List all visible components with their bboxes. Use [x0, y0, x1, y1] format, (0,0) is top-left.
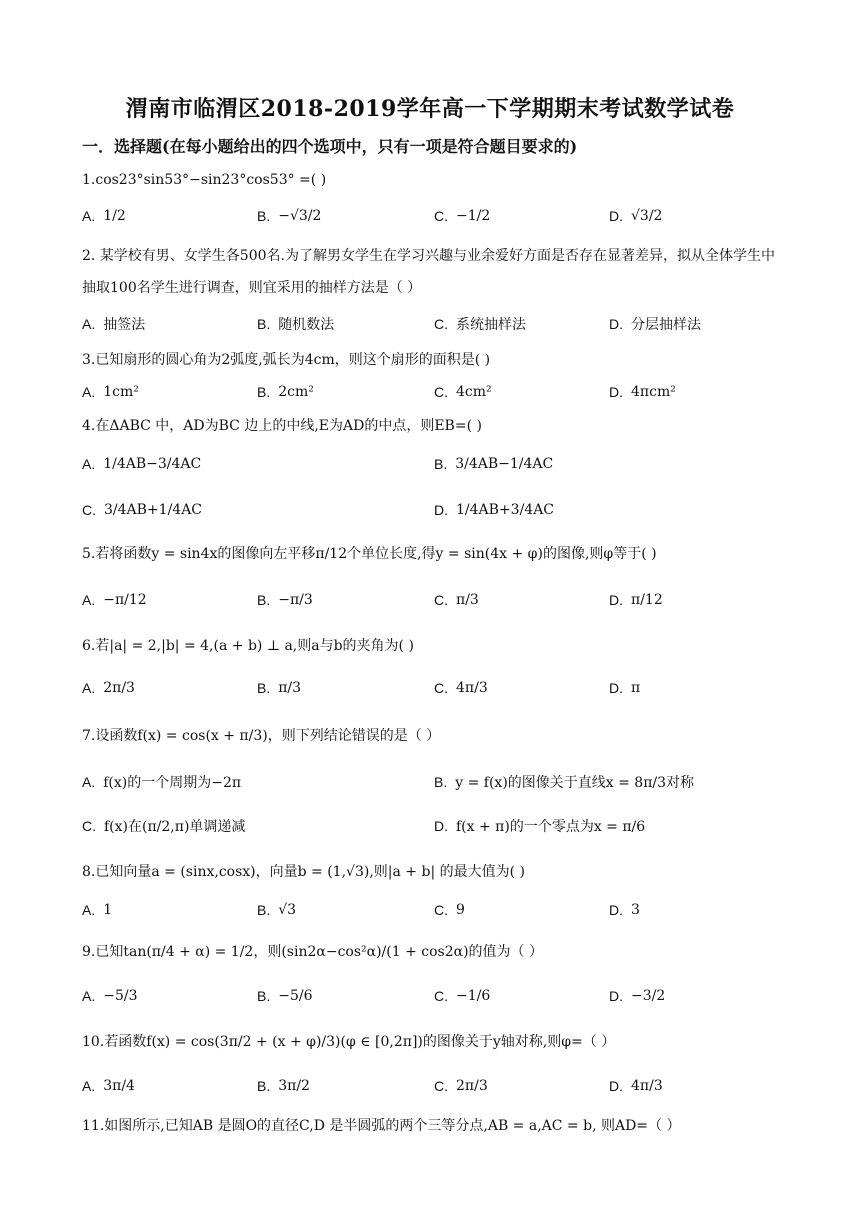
- option-b[interactable]: B. 3/4AB−1/4AC: [434, 456, 554, 472]
- option-a[interactable]: A. 1/4AB−3/4AC: [82, 456, 202, 472]
- option-c[interactable]: C. 2π/3: [434, 1078, 488, 1094]
- option-d-value: −3/2: [631, 988, 666, 1004]
- question-7-stem: 7.设函数f(x) = cos(x + π/3)，则下列结论错误的是（ ）: [82, 728, 441, 744]
- option-b[interactable]: B. 3π/2: [257, 1078, 310, 1094]
- option-c-value: 4π/3: [456, 680, 488, 696]
- option-d-value: 4πcm²: [631, 384, 676, 400]
- option-b[interactable]: B. −5/6: [257, 988, 313, 1004]
- option-c[interactable]: C. 4cm²: [434, 384, 492, 400]
- option-a-value: 1cm²: [103, 384, 139, 400]
- option-b[interactable]: B. π/3: [257, 680, 302, 696]
- option-a[interactable]: A. f(x)的一个周期为−2π: [82, 774, 242, 791]
- question-5-stem: 5.若将函数y = sin4x的图像向左平移π/12个单位长度,得y = sin(4x + φ)的图像,则φ等于( ): [82, 546, 657, 562]
- option-c[interactable]: C. 9: [434, 902, 465, 918]
- question-11-stem: 11.如图所示,已知AB 是圆O的直径C,D 是半圆弧的两个三等分点,AB = a,AC = b, 则AD=（ ）: [82, 1118, 681, 1134]
- option-c[interactable]: C. 系统抽样法: [434, 316, 526, 333]
- question-4-stem: 4.在ΔABC 中，AD为BC 边上的中线,E为AD的中点，则EB=( ): [82, 418, 482, 434]
- option-d[interactable]: D. −3/2: [609, 988, 666, 1004]
- option-c[interactable]: C. f(x)在(π/2,π)单调递减: [82, 818, 246, 835]
- option-a-value: 3π/4: [103, 1078, 135, 1094]
- option-b[interactable]: B. 2cm²: [257, 384, 314, 400]
- option-d-value: π/12: [631, 592, 663, 608]
- option-c-value: f(x)在(π/2,π)单调递减: [104, 819, 246, 835]
- option-a-value: f(x)的一个周期为−2π: [103, 775, 242, 791]
- option-d-value: 1/4AB+3/4AC: [456, 502, 555, 518]
- option-d[interactable]: D. 1/4AB+3/4AC: [434, 502, 555, 518]
- question-10-stem: 10.若函数f(x) = cos(3π/2 + (x + φ)/3)(φ ∈ [0,2π])的图像关于y轴对称,则φ=（ ）: [82, 1034, 616, 1050]
- question-7-options-row1: [82, 762, 782, 802]
- question-3-options: [82, 372, 782, 412]
- option-a[interactable]: A. −π/12: [82, 592, 147, 608]
- option-b-value: 3π/2: [278, 1078, 310, 1094]
- question-4-options-row2: [82, 490, 782, 530]
- option-a-value: 1/2: [103, 208, 126, 224]
- option-c-value: 4cm²: [456, 384, 492, 400]
- question-1-options: [82, 196, 782, 236]
- question-7-options-row2: [82, 806, 782, 846]
- option-d-value: 4π/3: [631, 1078, 663, 1094]
- option-a-value: 1: [103, 902, 113, 918]
- option-d[interactable]: D. 4π/3: [609, 1078, 663, 1094]
- option-a-value: −π/12: [103, 592, 147, 608]
- option-b[interactable]: B. −√3/2: [257, 208, 322, 224]
- option-a-value: 2π/3: [103, 680, 135, 696]
- question-9-options: [82, 976, 782, 1016]
- option-a-value: −5/3: [103, 988, 138, 1004]
- option-d-value: √3/2: [631, 208, 663, 224]
- question-10-options: [82, 1066, 782, 1106]
- option-b[interactable]: B. √3: [257, 902, 297, 918]
- option-b-value: 随机数法: [278, 317, 335, 333]
- option-c-value: 系统抽样法: [456, 317, 526, 333]
- option-c[interactable]: C. 3/4AB+1/4AC: [82, 502, 203, 518]
- question-8-stem: 8.已知向量a = (sinx,cosx)，向量b = (1,√3),则|a + b| 的最大值为( ): [82, 864, 525, 880]
- option-d[interactable]: D. π/12: [609, 592, 663, 608]
- question-6-stem: 6.若|a| = 2,|b| = 4,(a + b) ⊥ a,则a与b的夹角为( ): [82, 638, 414, 654]
- option-c-value: π/3: [456, 592, 479, 608]
- option-a[interactable]: A. 3π/4: [82, 1078, 135, 1094]
- option-d[interactable]: D. 4πcm²: [609, 384, 676, 400]
- option-c-value: −1/2: [456, 208, 491, 224]
- option-a[interactable]: A. −5/3: [82, 988, 138, 1004]
- option-d[interactable]: D. 3: [609, 902, 640, 918]
- option-a[interactable]: A. 1cm²: [82, 384, 139, 400]
- option-c-value: −1/6: [456, 988, 491, 1004]
- option-b[interactable]: B. y = f(x)的图像关于直线x = 8π/3对称: [434, 774, 695, 791]
- option-c[interactable]: C. −1/6: [434, 988, 491, 1004]
- option-b-value: π/3: [278, 680, 302, 696]
- question-1-stem: 1.cos23°sin53°−sin23°cos53° =( ): [82, 172, 327, 188]
- option-b-value: y = f(x)的图像关于直线x = 8π/3对称: [455, 775, 695, 791]
- option-d-value: 分层抽样法: [631, 317, 701, 333]
- section-heading: 一．选择题(在每小题给出的四个选项中，只有一项是符合题目要求的): [82, 137, 578, 156]
- option-c-value: 3/4AB+1/4AC: [104, 502, 203, 518]
- option-b[interactable]: B. −π/3: [257, 592, 313, 608]
- option-b[interactable]: B. 随机数法: [257, 316, 335, 333]
- option-c-value: 9: [456, 902, 465, 918]
- option-b-value: −π/3: [278, 592, 313, 608]
- option-d[interactable]: D. π: [609, 680, 641, 696]
- page-title: 渭南市临渭区2018-2019学年高一下学期期末考试数学试卷: [125, 96, 735, 122]
- question-2-stem: 2. 某学校有男、女学生各500名.为了解男女学生在学习兴趣与业余爱好方面是否存在显著差异，拟从全体学生中抽取100名学生进行调查，则宜采用的抽样方法是（ ）: [82, 248, 775, 296]
- question-4-options-row1: [82, 444, 782, 484]
- option-a[interactable]: A. 1/2: [82, 208, 126, 224]
- option-a[interactable]: A. 2π/3: [82, 680, 135, 696]
- option-d[interactable]: D. 分层抽样法: [609, 316, 701, 333]
- option-d[interactable]: D. f(x + π)的一个零点为x = π/6: [434, 818, 646, 835]
- question-5-options: [82, 580, 782, 620]
- option-c[interactable]: C. π/3: [434, 592, 479, 608]
- option-b-value: 3/4AB−1/4AC: [455, 456, 554, 472]
- option-d-value: f(x + π)的一个零点为x = π/6: [456, 819, 646, 835]
- option-d[interactable]: D. √3/2: [609, 208, 663, 224]
- question-3-stem: 3.已知扇形的圆心角为2弧度,弧长为4cm，则这个扇形的面积是( ): [82, 352, 491, 368]
- question-2-options: [82, 304, 782, 344]
- question-8-options: [82, 890, 782, 930]
- option-a[interactable]: A. 抽签法: [82, 316, 146, 333]
- option-a-value: 抽签法: [103, 317, 146, 333]
- option-b-value: √3: [278, 902, 297, 918]
- option-a[interactable]: A. 1: [82, 902, 113, 918]
- option-c[interactable]: C. −1/2: [434, 208, 491, 224]
- option-d-value: π: [631, 680, 641, 696]
- option-a-value: 1/4AB−3/4AC: [103, 456, 202, 472]
- question-6-options: [82, 668, 782, 708]
- option-b-value: −5/6: [278, 988, 313, 1004]
- option-c[interactable]: C. 4π/3: [434, 680, 488, 696]
- option-b-value: 2cm²: [278, 384, 314, 400]
- option-d-value: 3: [631, 902, 640, 918]
- option-c-value: 2π/3: [456, 1078, 488, 1094]
- question-9-stem: 9.已知tan(π/4 + α) = 1/2，则(sin2α−cos²α)/(1 + cos2α)的值为（ ）: [82, 944, 544, 960]
- option-b-value: −√3/2: [278, 208, 322, 224]
